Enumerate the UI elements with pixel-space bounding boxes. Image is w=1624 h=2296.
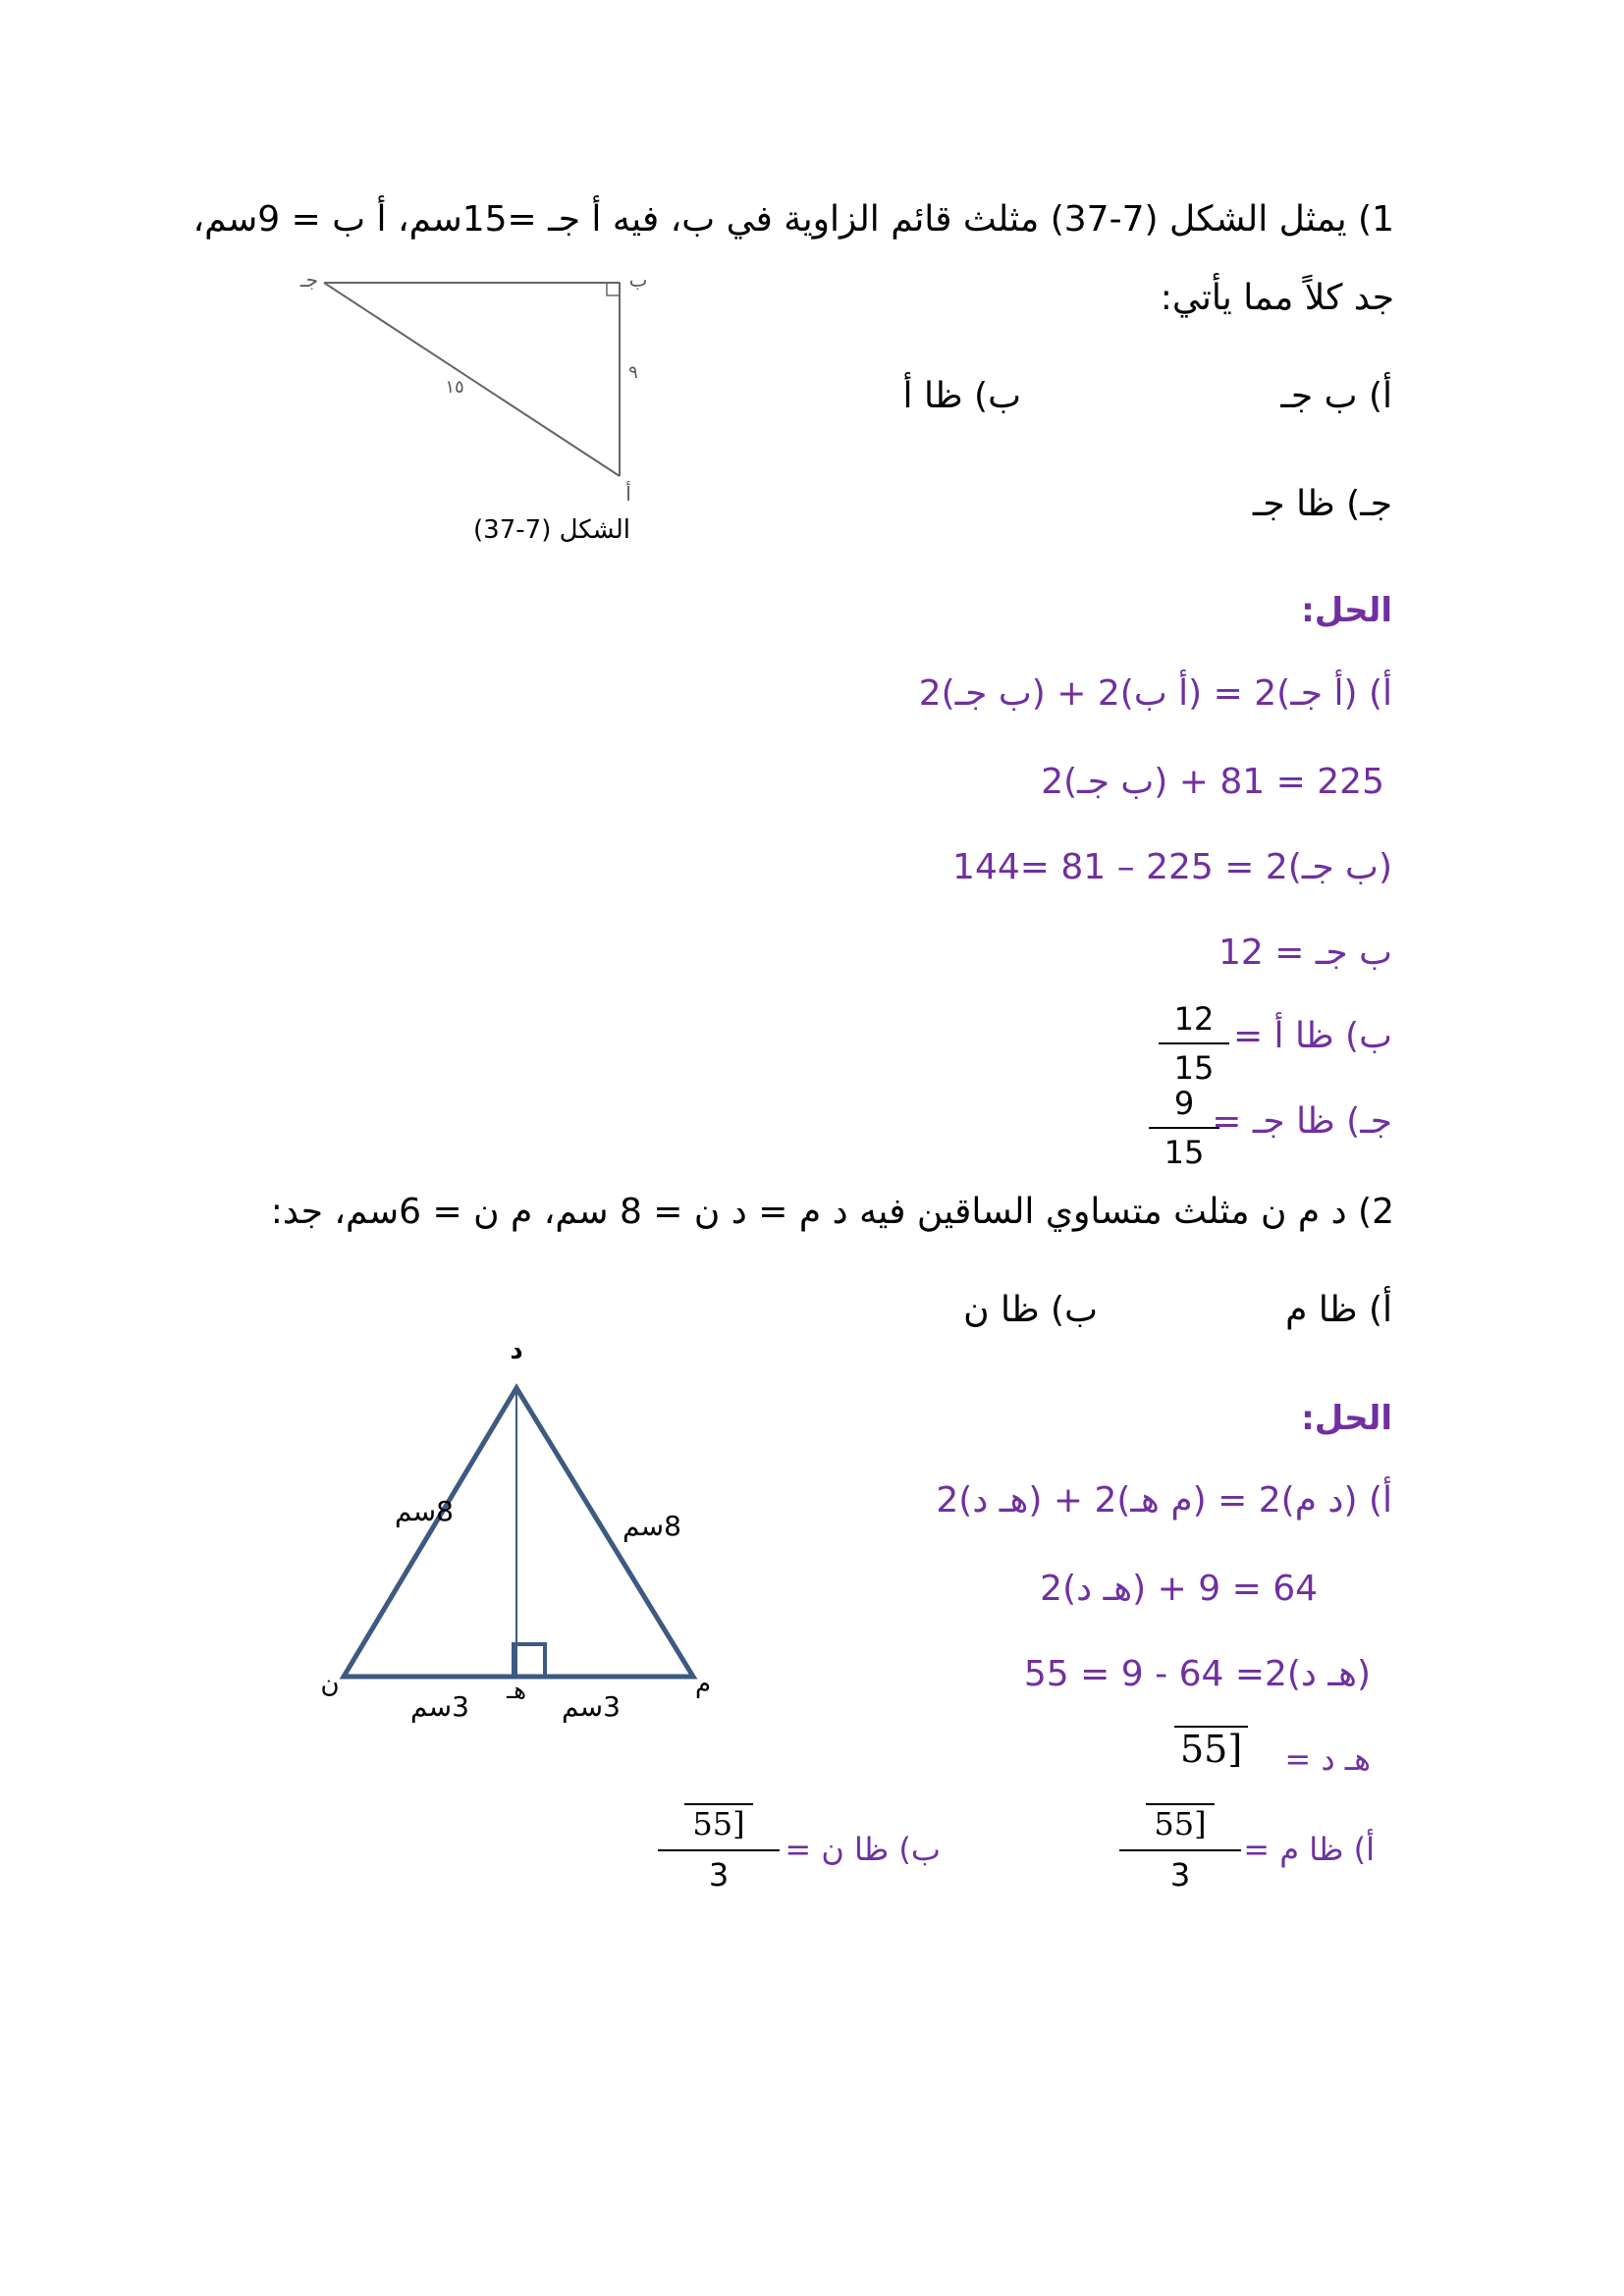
q2-statement: 2) د م ن مثلث متساوي الساقين فيه د م = د ن = 8 سم، م ن = 6سم، جد: bbox=[270, 1192, 1394, 1232]
vertex-a-label: أ bbox=[625, 482, 631, 506]
fraction-denominator: 15 bbox=[1173, 1049, 1215, 1087]
q2-part-a: أ) ظا م bbox=[1285, 1290, 1392, 1330]
solution2-tan-m-label: أ) ظا م = bbox=[1243, 1831, 1375, 1868]
radical-numerator: 55] bbox=[684, 1803, 752, 1842]
vertex-c-label: جـ bbox=[299, 268, 319, 292]
right-side-length: 8سم bbox=[623, 1510, 681, 1542]
solution1-tan-a-label: ب) ظا أ = bbox=[1232, 1016, 1392, 1056]
fraction-bar bbox=[1119, 1849, 1241, 1851]
base-left-length: 3سم bbox=[410, 1690, 469, 1723]
solution1-header: الحل: bbox=[1301, 591, 1392, 630]
side-ac bbox=[324, 283, 620, 476]
figure-caption: الشكل (7-37) bbox=[473, 515, 630, 545]
fraction-bar bbox=[658, 1849, 780, 1851]
fraction-denominator: 3 bbox=[1169, 1856, 1191, 1894]
solution2-tan-m-fraction bbox=[1119, 1802, 1241, 1895]
fraction-numerator: 12 bbox=[1173, 1000, 1215, 1038]
solution2-line1: أ) (د م)2 = (م هـ)2 + (هـ د)2 bbox=[936, 1480, 1392, 1521]
solution2-line3: (هـ د)2= 64 - 9 = 55 bbox=[1023, 1654, 1371, 1694]
vertex-n-label: ن bbox=[320, 1670, 340, 1699]
side-ab-length: ٩ bbox=[628, 362, 638, 383]
solution2-tan-n-label: ب) ظا ن = bbox=[785, 1831, 941, 1868]
solution1-line2: 225 = 81 + (ب جـ)2 bbox=[1041, 762, 1384, 802]
fraction-bar bbox=[1149, 1127, 1219, 1129]
q1-part-b: ب) ظا أ bbox=[902, 376, 1021, 416]
right-angle-marker bbox=[607, 283, 620, 295]
solution2-hd-radical bbox=[1174, 1728, 1248, 1771]
fraction-numerator: 9 bbox=[1173, 1085, 1195, 1122]
fraction-denominator: 15 bbox=[1164, 1134, 1205, 1171]
solution2-line2: 64 = 9 + (هـ د)2 bbox=[1040, 1569, 1318, 1609]
q1-part-c: جـ) ظا جـ bbox=[1252, 484, 1392, 524]
vertex-d-label: د bbox=[510, 1336, 523, 1365]
radical-numerator: 55] bbox=[1146, 1803, 1214, 1842]
solution1-line4: ب جـ = 12 bbox=[1218, 933, 1392, 973]
fraction-denominator: 3 bbox=[708, 1856, 730, 1894]
foot-h-label: هـ bbox=[507, 1677, 526, 1704]
isosceles-triangle-figure bbox=[314, 1325, 727, 1737]
radical-value: 55] bbox=[1174, 1726, 1248, 1771]
base-right-length: 3سم bbox=[562, 1690, 621, 1723]
vertex-m-label: م bbox=[694, 1670, 712, 1699]
right-angle-marker bbox=[514, 1644, 545, 1677]
q1-part-a: أ) ب جـ bbox=[1280, 376, 1392, 416]
solution2-hd-label: هـ د = bbox=[1284, 1740, 1371, 1778]
fraction-bar bbox=[1159, 1042, 1229, 1044]
solution2-tan-n-fraction bbox=[658, 1802, 780, 1895]
side-ac-length: ١٥ bbox=[445, 377, 464, 398]
solution1-tan-c-label: جـ) ظا جـ = bbox=[1212, 1101, 1392, 1142]
q1-statement-line1: 1) يمثل الشكل (7-37) مثلث قائم الزاوية في ب، فيه أ جـ =15سم، أ ب = 9سم، bbox=[192, 199, 1394, 240]
q1-statement-line2: جد كلاً مما يأتي: bbox=[1160, 278, 1394, 318]
vertex-b-label: ب bbox=[628, 268, 648, 292]
left-side-length: 8سم bbox=[395, 1495, 454, 1527]
solution1-line1: أ) (أ جـ)2 = (أ ب)2 + (ب جـ)2 bbox=[918, 673, 1392, 714]
solution1-line3: (ب جـ)2 = 225 – 81 =144 bbox=[952, 847, 1392, 887]
solution1-tan-a-fraction bbox=[1159, 999, 1229, 1088]
solution2-header: الحل: bbox=[1301, 1399, 1392, 1438]
q2-part-b: ب) ظا ن bbox=[963, 1290, 1098, 1330]
solution1-tan-c-fraction bbox=[1149, 1084, 1219, 1172]
